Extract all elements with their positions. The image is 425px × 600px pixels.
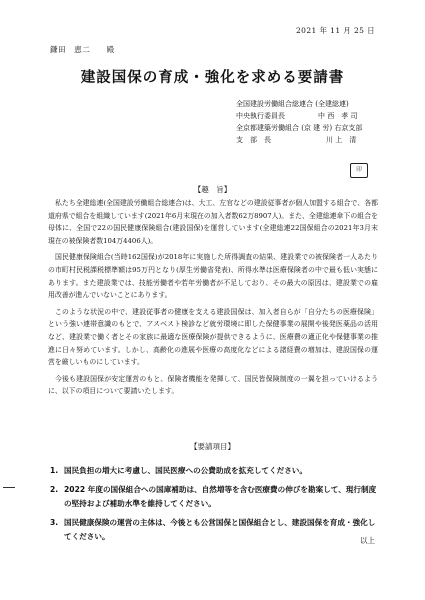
sender-line-1	[236, 110, 362, 122]
purpose-body	[48, 197, 378, 402]
request-item-number: 2.	[50, 484, 59, 494]
request-item-text: 国民負担の増大に考慮し、国民医療への公費助成を拡充してください。	[64, 466, 307, 475]
letter-date: 2021 年 11 月 25 日	[296, 26, 375, 35]
sender-org-1: 全国建設労働組合総連合 (全建総連)	[236, 100, 349, 108]
request-item	[50, 483, 380, 512]
request-items-list	[50, 464, 380, 549]
request-item	[50, 516, 380, 545]
sender-name-2: 川 上 清	[326, 136, 357, 144]
recipient-name: 鎌田 恵二 殿	[50, 45, 115, 54]
closing-text: 以上	[360, 536, 375, 545]
purpose-heading: 【趣 旨】	[193, 185, 232, 194]
paragraph-4: 今後も建設国保が安定運営のもと、保険者機能を発揮して、国民皆保険制度の一翼を担っていけるように、以下の項目について要請いたします。	[48, 374, 378, 396]
sender-role-1: 中央執行委員長	[236, 112, 285, 120]
sender-role-2: 支 部 長	[236, 136, 271, 144]
sender-block	[236, 98, 362, 146]
request-item	[50, 464, 380, 479]
margin-mark	[3, 487, 15, 488]
items-heading: 【要請項目】	[190, 442, 235, 451]
paragraph-1: 私たち全建総連(全国建設労働組合総連合)は、大工、左官などの建設従事者が個人加盟する組合で、各都道府県で組合を組織しています(2021年6月末現在の加入者数62万8907人)。また、全建総連傘下の組合を母体に、全国で22の国民健康保険組合(建設国保)を運営しています(全建総連22国保組合の2021年3月末現在の被保険者数104万4406人)。	[48, 199, 378, 245]
sender-line-2	[236, 134, 362, 146]
document-title: 建設国保の育成・強化を求める要請書	[80, 70, 345, 86]
sender-name-1: 中 西 孝 司	[318, 112, 358, 120]
seal-stamp: 印	[350, 163, 368, 178]
paragraph-3: このような状況の中で、建設従事者の健康を支える建設国保は、加入者自らが「自分たちの医療保険」という強い連帯意識のもとで、アスベスト検診など就労環境に即した保健事業の展開や後発医薬品の活用など、建設業で働く者とその家族に最適な医療保険が提供できるように、医療費の適正化や保健事業の推進に日々努めています。しかし、高齢化の進展や医療の高度化などによる諸経費の増加は、建設国保の運営を厳しいものにしています。	[48, 307, 378, 367]
request-item-number: 3.	[50, 517, 59, 527]
request-item-text: 国民健康保険の運営の主体は、今後とも公営国保と国保組合とし、建設国保を育成・強化してください。	[64, 517, 376, 541]
sender-org-2: 全京都建築労働組合 (京 建 労) 右京支部	[236, 124, 363, 132]
request-item-text: 2022 年度の国保組合への国庫補助は、自然増等を含む医療費の伸びを勘案して、現行制度の堅持および補助水準を維持してください。	[64, 484, 377, 508]
paragraph-2: 国民健康保険組合(当時162国保)が2018年に実施した所得調査の結果、建設業での被保険者一人あたりの市町村民税課税標準額は95万円となり(厚生労働省発表)、所得水準は医療保険者の中で最も低い実態にあります。また建設業では、技能労働者や若年労働者が不足しており、その最大の原因は、建設業での雇用改善が進んでいないことにあります。	[48, 253, 379, 300]
request-item-number: 1.	[50, 466, 59, 475]
